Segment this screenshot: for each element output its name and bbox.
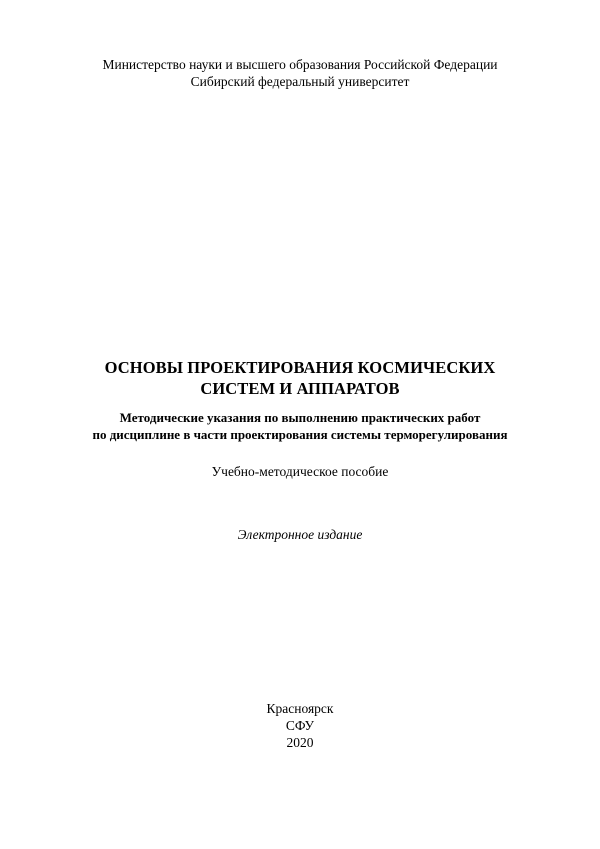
document-type <box>0 463 600 480</box>
imprint-year: 2020 <box>286 735 314 750</box>
edition-note <box>0 526 600 543</box>
subtitle-line-2: по дисциплине в части проектирования системы терморегулирования <box>92 427 508 442</box>
edition-label: Электронное издание <box>237 527 363 542</box>
title-line-1: ОСНОВЫ ПРОЕКТИРОВАНИЯ КОСМИЧЕСКИХ <box>104 358 496 377</box>
imprint-publisher: СФУ <box>285 718 315 733</box>
document-subtitle <box>0 409 600 443</box>
organization-header <box>0 56 600 90</box>
imprint-city: Красноярск <box>266 701 334 716</box>
ministry-name: Министерство науки и высшего образования Российской Федерации <box>102 57 498 72</box>
document-title <box>0 357 600 399</box>
subtitle-line-1: Методические указания по выполнению практических работ <box>119 410 481 425</box>
imprint <box>0 700 600 751</box>
document-type-label: Учебно-методическое пособие <box>211 464 389 479</box>
university-name: Сибирский федеральный университет <box>190 74 410 89</box>
title-line-2: СИСТЕМ И АППАРАТОВ <box>200 379 400 398</box>
